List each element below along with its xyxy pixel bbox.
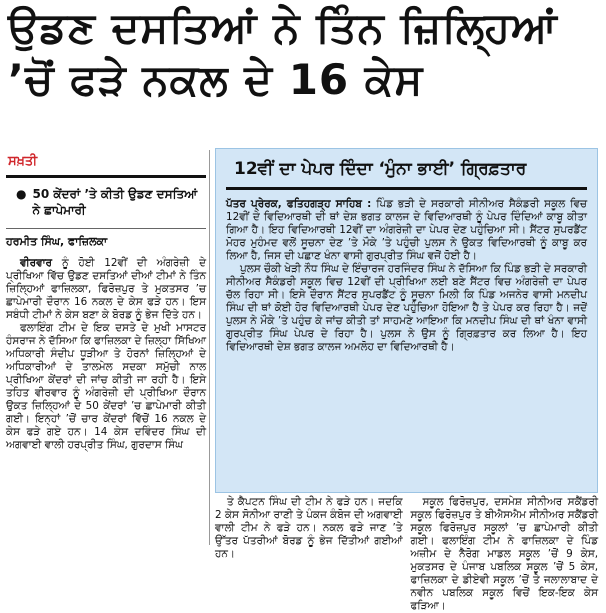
- bullet-icon: ●: [16, 187, 27, 201]
- lead-word: ਵੀਰਵਾਰ: [20, 257, 52, 269]
- sidebar-byline: ਪੱਤਰ ਪ੍ਰੇਰਕ, ਫਤਿਹਗੜ੍ਹ ਸਾਹਿਬ :: [226, 198, 372, 210]
- highlight-text: 50 ਕੇਂਦਰਾਂ ’ਤੇ ਕੀਤੀ ਉਡਣ ਦਸਤਿਆਂ ਨੇ ਛਾਪੇਮਾਰੀ: [32, 187, 198, 217]
- continued-columns: [215, 496, 598, 612]
- paragraph: ਸਕੂਲ ਫਿਰੋਜ਼ਪੁਰ, ਦਸਮੇਸ਼ ਸੀਨੀਅਰ ਸਕੈਂਡਰੀ ਸਕੂਲ ਫਿਰੋਜ਼ਪੁਰ ਤੇ ਬੀਐਸਐਮ ਸੀਨੀਅਰ ਸਕੈਂਡਰੀ ਸਕੂਲ ਫਿਰੋਜ਼ਪੁਰ ਸਕੂਲਾਂ ’ਚ ਛਾਪੇਮਾਰੀ ਕੀਤੀ ਗਈ। ਫਲਾਇੰਗ ਟੀਮ ਨੇ ਫਾਜ਼ਿਲਕਾ ਦੇ ਪਿੰਡ ਅਜ਼ੀਮ ਦੇ ਨੈਰੋਗ ਮਾਡਲ ਸਕੂਲ ’ਚੋਂ 9 ਕੇਸ, ਮੁਕਤਸਰ ਦੇ ਪੰਜਾਬ ਪਬਲਿਕ ਸਕੂਲ ’ਚੋਂ 5 ਕੇਸ, ਫਾਜ਼ਿਲਕਾ ਦੇ ਡੀਏਵੀ ਸਕੂਲ ’ਚੋਂ ਤੇ ਜਲਾਲਾਬਾਦ ਦੇ ਨਵੀਨ ਪਬਲਿਕ ਸਕੂਲ ਵਿਚੋਂ ਇਕ-ਇਕ ਕੇਸ ਫੜਿਆ।: [410, 496, 598, 612]
- paragraph: ਤੇ ਕੈਪਟਨ ਸਿੰਘ ਦੀ ਟੀਮ ਨੇ ਫੜੇ ਹਨ। ਜਦਕਿ 2 ਕੇਸ ਸੋਨੀਆ ਰਾਣੀ ਤੇ ਪੰਕਜ ਕੰਬੋਜ ਦੀ ਅਗਵਾਈ ਵਾਲੀ ਟੀਮ ਨੇ ਫੜੇ ਹਨ। ਨਕਲ ਫੜੇ ਜਾਣ ’ਤੇ ਉੱਤਰ ਪੱਤਰੀਆਂ ਬੋਰਡ ਨੂੰ ਭੇਜ ਦਿੱਤੀਆਂ ਗਈਆਂ ਹਨ।: [215, 496, 403, 560]
- headline: [8, 2, 600, 106]
- sidebar-story-body: [226, 198, 587, 354]
- paragraph: ਪੁਲਸ ਚੌਕੀ ਖੇੜੀ ਨੌਧ ਸਿੰਘ ਦੇ ਇੰਚਾਰਜ ਹਰਜਿੰਦਰ ਸਿੰਘ ਨੇ ਦੱਸਿਆ ਕਿ ਪਿੰਡ ਭੜੀ ਦੇ ਸਰਕਾਰੀ ਸੀਨੀਅਰ ਸੈਕੰਡਰੀ ਸਕੂਲ ਵਿਚ 12ਵੀਂ ਦੀ ਪ੍ਰੀਖਿਆ ਲਈ ਬਣੇ ਸੈਂਟਰ ਵਿਚ ਅੰਗਰੇਜ਼ੀ ਦਾ ਪੇਪਰ ਚੱਲ ਰਿਹਾ ਸੀ। ਇਸੇ ਦੌਰਾਨ ਸੈਂਟਰ ਸੁਪਰਡੈਂਟ ਨੂੰ ਸੂਚਨਾ ਮਿਲੀ ਕਿ ਪਿੰਡ ਅਜਨੇਰ ਵਾਸੀ ਮਨਦੀਪ ਸਿੰਘ ਦੀ ਥਾਂ ਕੋਈ ਹੋਰ ਵਿਦਿਆਰਥੀ ਪੇਪਰ ਦੇਣ ਪਹੁੰਚਿਆ ਹੋਇਆ ਹੈ ਤੇ ਪੇਪਰ ਕਰ ਰਿਹਾ ਹੈ। ਜਦੋਂ ਪੁਲਸ ਨੇ ਮੌਕੇ ’ਤੇ ਪਹੁੰਚ ਕੇ ਜਾਂਚ ਕੀਤੀ ਤਾਂ ਸਾਹਮਣੇ ਆਇਆ ਕਿ ਮਨਦੀਪ ਸਿੰਘ ਦੀ ਥਾਂ ਖੰਨਾ ਵਾਸੀ ਗੁਰਪ੍ਰੀਤ ਸਿੰਘ ਪੇਪਰ ਦੇ ਰਿਹਾ ਹੈ। ਪੁਲਸ ਨੇ ਉਸ ਨੂੰ ਗ੍ਰਿਫ਼ਤਾਰ ਕਰ ਲਿਆ ਹੈ। ਇਹ ਵਿਦਿਆਰਥੀ ਦੇਸ਼ ਭਗਤ ਕਾਲਜ ਅਮਲੋਹ ਦਾ ਵਿਦਿਆਰਥੀ ਹੈ।: [226, 263, 587, 353]
- byline: ਹਰਮੀਤ ਸਿੰਘ, ਫਾਜ਼ਿਲਕਾ: [6, 235, 108, 248]
- paragraph: ਫਲਾਇੰਗ ਟੀਮ ਦੇ ਇਕ ਦਸਤੇ ਦੇ ਮੁਖੀ ਮਾਸਟਰ ਹੰਸਰਾਜ ਨੇ ਦੱਸਿਆ ਕਿ ਫਾਜ਼ਿਲਕਾ ਦੇ ਜ਼ਿਲ੍ਹਾ ਸਿੱਖਿਆ ਅਧਿਕਾਰੀ ਸੰਦੀਪ ਧੂੜੀਆ ਤੇ ਹੋਰਨਾਂ ਜ਼ਿਲ੍ਹਿਆਂ ਦੇ ਅਧਿਕਾਰੀਆਂ ਦੇ ਤਾਲਮੇਲ ਸਦਕਾ ਸਮੁੱਚੀ ਨਾਲ ਪ੍ਰੀਖਿਆ ਕੇਂਦਰਾਂ ਦੀ ਜਾਂਚ ਕੀਤੀ ਜਾ ਰਹੀ ਹੈ। ਇਸੇ ਤਹਿਤ ਵੀਰਵਾਰ ਨੂੰ ਅੰਗਰੇਜ਼ੀ ਦੀ ਪ੍ਰੀਖਿਆ ਦੌਰਾਨ ਉਕਤ ਜ਼ਿਲ੍ਹਿਆਂ ਦੇ 50 ਕੇਂਦਰਾਂ ’ਚ ਛਾਪੇਮਾਰੀ ਕੀਤੀ ਗਈ। ਇਨ੍ਹਾਂ ’ਚੋਂ ਚਾਰ ਕੇਂਦਰਾਂ ਵਿੱਚੋਂ 16 ਨਕਲ ਦੇ ਕੇਸ ਫੜੇ ਗਏ ਹਨ। 14 ਕੇਸ ਦਵਿੰਦਰ ਸਿੰਘ ਦੀ ਅਗਵਾਈ ਵਾਲੀ ਹਰਪ੍ਰੀਤ ਸਿੰਘ, ਗੁਰਦਾਸ ਸਿੰਘ: [6, 322, 206, 451]
- kicker-label: ਸਖ਼ਤੀ: [8, 154, 38, 169]
- headline-line1: ਉਡਣ ਦਸਤਿਆਂ ਨੇ ਤਿੰਨ ਜ਼ਿਲ੍ਹਿਆਂ: [8, 3, 558, 52]
- paragraph: ਵੀਰਵਾਰ ਨੂੰ ਹੋਈ 12ਵੀਂ ਦੀ ਅੰਗਰੇਜ਼ੀ ਦੇ ਪ੍ਰੀਖਿਆ ਵਿੱਚ ਉਡਣ ਦਸਤਿਆਂ ਦੀਆਂ ਟੀਮਾਂ ਨੇ ਤਿੰਨ ਜ਼ਿਲ੍ਹਿਆਂ ਫਾਜ਼ਿਲਕਾ, ਫਿਰੋਜ਼ਪੁਰ ਤੇ ਮੁਕਤਸਰ ’ਚ ਛਾਪੇਮਾਰੀ ਦੌਰਾਨ 16 ਨਕਲ ਦੇ ਕੇਸ ਫੜੇ ਹਨ। ਇਸ ਸਬੰਧੀ ਟੀਮਾਂ ਨੇ ਕੇਸ ਬਣਾ ਕੇ ਬੋਰਡ ਨੂੰ ਭੇਜ ਦਿੱਤੇ ਹਨ।: [6, 257, 206, 321]
- main-article-column: [6, 152, 206, 452]
- main-article-body: [6, 257, 206, 452]
- kicker-rule: [6, 175, 206, 178]
- continued-col-2: [410, 496, 599, 612]
- highlight-rule: [6, 228, 206, 229]
- sidebar-story-title: 12ਵੀਂ ਦਾ ਪੇਪਰ ਦਿੰਦਾ ‘ਮੁੰਨਾ ਭਾਈ’ ਗ੍ਰਿਫ਼ਤਾਰ: [234, 159, 527, 179]
- highlight-box: [6, 184, 206, 226]
- column-divider: [209, 150, 210, 545]
- headline-line2: ’ਚੋਂ ਫੜੇ ਨਕਲ ਦੇ 16 ਕੇਸ: [8, 55, 424, 104]
- paragraph: ਪੱਤਰ ਪ੍ਰੇਰਕ, ਫਤਿਹਗੜ੍ਹ ਸਾਹਿਬ : ਪਿੰਡ ਭੜੀ ਦੇ ਸਰਕਾਰੀ ਸੀਨੀਅਰ ਸੈਕੰਡਰੀ ਸਕੂਲ ਵਿਚ 12ਵੀਂ ਦੇ ਵਿਦਿਆਰਥੀ ਦੀ ਥਾਂ ਦੇਸ਼ ਭਗਤ ਕਾਲਜ ਦੇ ਵਿਦਿਆਰਥੀ ਨੂੰ ਪੇਪਰ ਦਿੰਦਿਆਂ ਕਾਬੂ ਕੀਤਾ ਗਿਆ ਹੈ। ਇਹ ਵਿਦਿਆਰਥੀ 12ਵੀਂ ਦਾ ਅੰਗਰੇਜ਼ੀ ਦਾ ਪੇਪਰ ਦੇਣ ਪਹੁੰਚਿਆ ਸੀ। ਸੈਂਟਰ ਸੁਪਰਡੈਂਟ ਮੋਹਰ ਮੁਹੰਮਦ ਵਲੋਂ ਸੂਚਨਾ ਦੇਣ ’ਤੇ ਮੌਕੇ ’ਤੇ ਪਹੁੰਚੀ ਪੁਲਸ ਨੇ ਉਕਤ ਵਿਦਿਆਰਥੀ ਨੂੰ ਕਾਬੂ ਕਰ ਲਿਆ ਹੈ, ਜਿਸ ਦੀ ਪਛਾਣ ਖੰਨਾ ਵਾਸੀ ਗੁਰਪ੍ਰੀਤ ਸਿੰਘ ਵਜੋਂ ਹੋਈ ਹੈ।: [226, 198, 587, 262]
- sidebar-story-rule: [226, 187, 587, 190]
- continued-col-1: [215, 496, 403, 560]
- sidebar-story-box: [215, 148, 598, 493]
